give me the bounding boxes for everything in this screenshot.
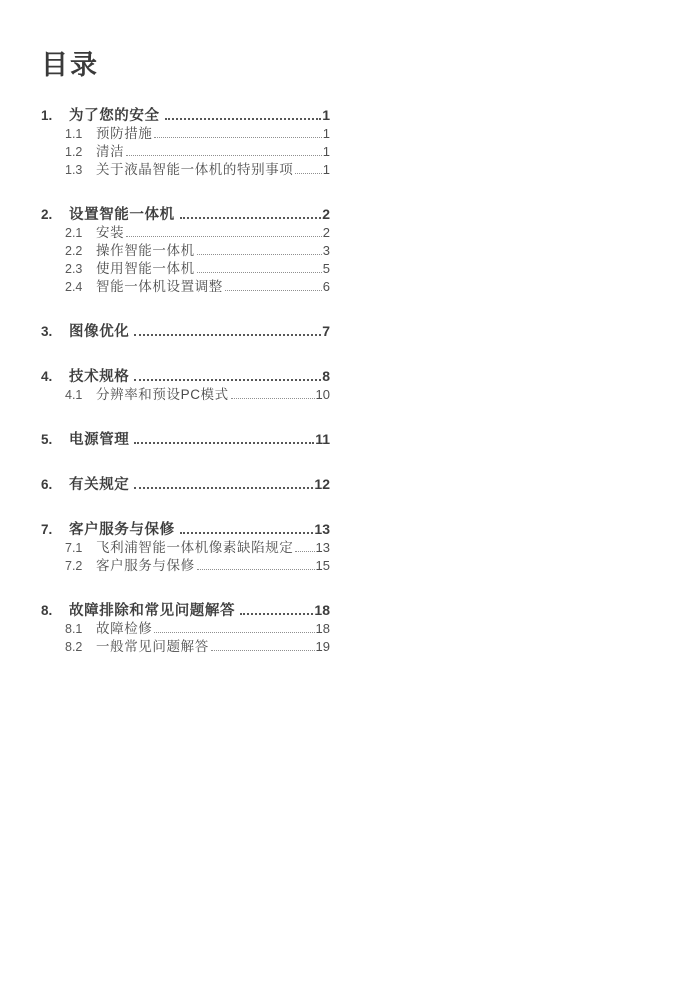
toc-entry-page: 1 — [322, 107, 330, 123]
toc-subentry-number: 2.3 — [65, 262, 83, 276]
toc-dot-leader — [134, 442, 314, 444]
toc-subentry-title: 使用智能一体机 — [96, 261, 195, 276]
toc-entry — [41, 367, 330, 386]
toc-subentry-page: 13 — [315, 540, 330, 555]
toc-dot-leader — [126, 236, 322, 237]
toc-subentry-title: 关于液晶智能一体机的特别事项 — [96, 162, 294, 177]
toc-subentry-page: 6 — [322, 279, 330, 294]
toc-group — [41, 367, 330, 404]
toc-subentry — [41, 278, 330, 296]
toc-dot-leader — [154, 137, 321, 138]
toc-entry — [41, 430, 330, 449]
toc-entry-number: 2. — [41, 207, 53, 222]
toc-dot-leader — [197, 272, 322, 273]
toc-group — [41, 520, 330, 575]
toc-entry-title: 图像优化 — [69, 324, 130, 340]
toc-subentry-page: 1 — [322, 144, 330, 159]
toc-entry-number: 8. — [41, 603, 53, 618]
toc-subentry-title: 智能一体机设置调整 — [96, 279, 223, 294]
toc-subentry-number: 1.3 — [65, 163, 83, 177]
page-title: 目录 — [41, 50, 99, 80]
toc-entry-number: 5. — [41, 432, 53, 447]
toc-subentry-number: 1.2 — [65, 145, 83, 159]
toc-subentry — [41, 125, 330, 143]
toc-dot-leader — [295, 551, 314, 552]
toc-dot-leader — [225, 290, 322, 291]
toc-entry-number: 4. — [41, 369, 53, 384]
toc-dot-leader — [165, 118, 322, 120]
toc-group — [41, 475, 330, 494]
toc-subentry-title: 预防措施 — [96, 126, 153, 141]
toc-subentry-number: 4.1 — [65, 388, 83, 402]
toc-subentry-number: 2.2 — [65, 244, 83, 258]
toc-subentry-title: 故障检修 — [96, 621, 153, 636]
toc-subentry-page: 5 — [322, 261, 330, 276]
toc-subentry-page: 1 — [322, 126, 330, 141]
toc-subentry-number: 7.2 — [65, 559, 83, 573]
toc-subentry-number: 1.1 — [65, 127, 83, 141]
toc-subentry-page: 15 — [315, 558, 330, 573]
toc-dot-leader — [180, 532, 314, 534]
toc-entry-number: 3. — [41, 324, 53, 339]
toc-entry — [41, 520, 330, 539]
toc-dot-leader — [134, 487, 313, 489]
toc-subentry-page: 2 — [322, 225, 330, 240]
toc-content — [41, 48, 330, 656]
toc-subentry — [41, 260, 330, 278]
toc-subentry-page: 1 — [322, 162, 330, 177]
toc-entry-page: 2 — [322, 206, 330, 222]
toc-entry-title: 客户服务与保修 — [69, 522, 175, 538]
toc-entry-title: 故障排除和常见问题解答 — [69, 603, 236, 619]
toc-entry-page: 11 — [315, 431, 330, 447]
toc-subentry — [41, 620, 330, 638]
toc-subentry-title: 飞利浦智能一体机像素缺陷规定 — [96, 540, 294, 555]
toc-entry-number: 7. — [41, 522, 53, 537]
toc-subentry — [41, 638, 330, 656]
toc-entry — [41, 322, 330, 341]
toc-group — [41, 322, 330, 341]
toc-subentry — [41, 161, 330, 179]
toc-subentry — [41, 557, 330, 575]
toc-dot-leader — [197, 569, 315, 570]
toc-subentry-number: 8.1 — [65, 622, 83, 636]
toc-entry-title: 技术规格 — [69, 369, 130, 385]
toc-dot-leader — [134, 334, 321, 336]
toc-group — [41, 205, 330, 296]
toc-entry — [41, 205, 330, 224]
toc-dot-leader — [154, 632, 314, 633]
toc-subentry — [41, 224, 330, 242]
toc-subentry-title: 清洁 — [96, 144, 125, 159]
toc-dot-leader — [126, 155, 322, 156]
toc-subentry-page: 10 — [315, 387, 330, 402]
toc-entry-title: 设置智能一体机 — [69, 207, 175, 223]
toc-entry-page: 18 — [314, 602, 330, 618]
toc-dot-leader — [134, 379, 321, 381]
toc-entry-page: 13 — [314, 521, 330, 537]
toc-group — [41, 430, 330, 449]
toc-subentry-title: 安装 — [96, 225, 125, 240]
toc-entry-number: 1. — [41, 108, 53, 123]
toc-subentry-page: 3 — [322, 243, 330, 258]
toc-subentry — [41, 143, 330, 161]
toc-subentry-title: 操作智能一体机 — [96, 243, 195, 258]
toc-dot-leader — [231, 398, 315, 399]
toc-dot-leader — [180, 217, 322, 219]
toc-dot-leader — [197, 254, 322, 255]
toc-group — [41, 601, 330, 656]
toc-subentry-title: 分辨率和预设PC模式 — [96, 387, 229, 402]
toc-entry-title: 为了您的安全 — [69, 108, 160, 124]
toc-subentry — [41, 242, 330, 260]
toc-dot-leader — [211, 650, 315, 651]
toc-subentry — [41, 539, 330, 557]
toc-dot-leader — [240, 613, 313, 615]
toc-subentry-number: 7.1 — [65, 541, 83, 555]
table-of-contents — [41, 106, 330, 656]
toc-entry-page: 7 — [322, 323, 330, 339]
toc-dot-leader — [295, 173, 321, 174]
toc-entry — [41, 106, 330, 125]
toc-subentry-number: 8.2 — [65, 640, 83, 654]
toc-subentry-title: 一般常见问题解答 — [96, 639, 209, 654]
toc-subentry — [41, 386, 330, 404]
toc-entry-title: 电源管理 — [69, 432, 130, 448]
toc-entry — [41, 601, 330, 620]
toc-entry-number: 6. — [41, 477, 53, 492]
toc-subentry-number: 2.4 — [65, 280, 83, 294]
toc-subentry-page: 18 — [315, 621, 330, 636]
toc-entry-page: 8 — [322, 368, 330, 384]
toc-entry-page: 12 — [314, 476, 330, 492]
toc-subentry-page: 19 — [315, 639, 330, 654]
toc-subentry-number: 2.1 — [65, 226, 83, 240]
toc-entry — [41, 475, 330, 494]
toc-entry-title: 有关规定 — [69, 477, 130, 493]
toc-group — [41, 106, 330, 179]
toc-subentry-title: 客户服务与保修 — [96, 558, 195, 573]
